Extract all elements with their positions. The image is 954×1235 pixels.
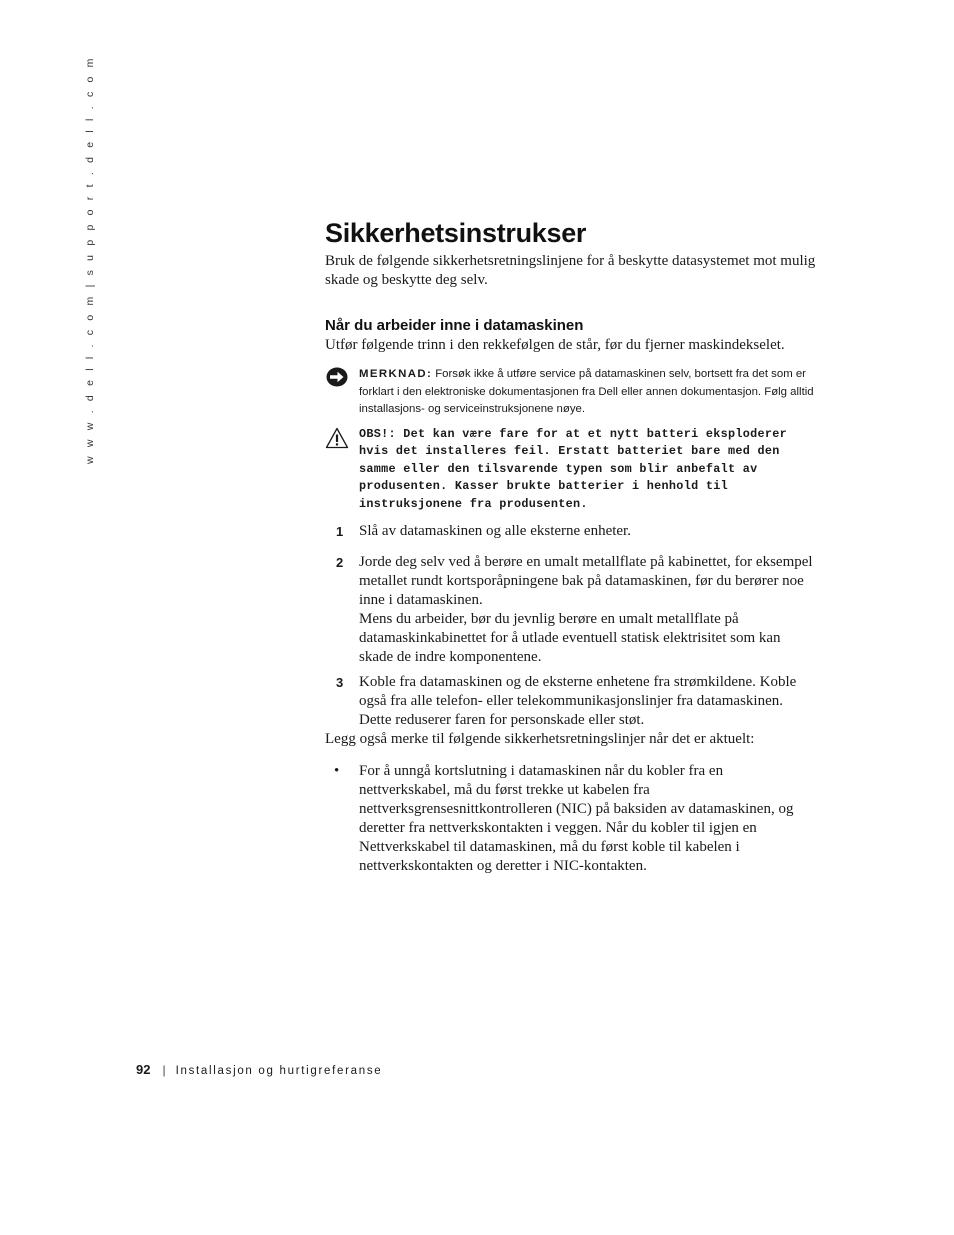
- page-footer: [136, 1061, 382, 1080]
- step-subtext: Dette reduserer faren for personskade eller støt.: [359, 712, 645, 728]
- step-text: Koble fra datamaskinen og de eksterne enhetene fra strømkildene. Koble også fra alle telefon- eller telekommunikasjonslinjer fra datamaskinen.: [359, 674, 797, 709]
- bullet-item: [325, 762, 817, 876]
- page-number: 92: [136, 1062, 151, 1077]
- caution-callout: [325, 426, 817, 514]
- notice-callout: [325, 366, 817, 419]
- page-content: [325, 214, 817, 876]
- step-text: Slå av datamaskinen og alle eksterne enheter.: [359, 523, 631, 539]
- step-text: Jorde deg selv ved å berøre en umalt metallflate på kabinettet, for eksempel metallet rundt kortsporåpningene bak på datamaskinen, før du berører noe inne i datamaskinen.: [359, 554, 813, 608]
- notice-label: MERKNAD:: [359, 368, 433, 380]
- step-number: 2: [336, 555, 344, 570]
- caution-triangle-icon: [325, 427, 349, 449]
- notice-arrow-icon: [325, 366, 349, 388]
- page-title: Sikkerhetsinstrukser: [325, 218, 587, 248]
- footer-separator: |: [162, 1063, 166, 1077]
- side-url: w w w . d e l l . c o m | s u p p o r t . d e l l . c o m: [84, 55, 96, 464]
- step-number: 1: [336, 524, 344, 539]
- book-title: Installasjon og hurtigreferanse: [175, 1065, 383, 1077]
- bullet-symbol: •: [334, 763, 340, 779]
- step-2: [325, 553, 817, 667]
- intro-paragraph: Bruk de følgende sikkerhetsretningslinjene for å beskytte datasystemet mot mulig skade og beskytte deg selv.: [325, 253, 816, 288]
- section-heading: Når du arbeider inne i datamaskinen: [325, 317, 584, 334]
- bullet-text: For å unngå kortslutning i datamaskinen når du kobler fra en nettverkskabel, må du først trekke ut kabelen fra nettverksgrensesnittkontrolleren (NIC) på baksiden av datamaskinen, og deretter fra nettverkskontakten i veggen. Når du kobler til igjen en Nettverkskabel til datamaskinen, må du først koble til kabelen i nettverkskontakten og deretter i NIC-kontakten.: [359, 763, 794, 874]
- caution-text: OBS!: Det kan være fare for at et nytt batteri eksploderer hvis det installeres feil. Erstatt batteriet bare med den samme eller den tilsvarende typen som blir anbefalt av produsenten. Kasser brukte batterier i henhold til instruksjonene fra produsenten.: [359, 426, 787, 511]
- step-3: [325, 673, 817, 730]
- also-paragraph: Legg også merke til følgende sikkerhetsretningslinjer når det er aktuelt:: [325, 731, 755, 747]
- step-number: 3: [336, 675, 344, 690]
- notice-text: Forsøk ikke å utføre service på datamaskinen selv, bortsett fra det som er forklart i den elektroniske dokumentasjonen fra Dell eller annen dokumentasjon. Følg alltid installasjons- og serviceinstruksjonene nøye.: [359, 368, 814, 415]
- step-1: [325, 522, 817, 541]
- step-subtext: Mens du arbeider, bør du jevnlig berøre en umalt metallflate på datamaskinkabinettet for å utlade eventuell statisk elektrisitet som kan skade de indre komponentene.: [359, 611, 781, 665]
- steps-intro-paragraph: Utfør følgende trinn i den rekkefølgen de står, før du fjerner maskindekselet.: [325, 337, 785, 353]
